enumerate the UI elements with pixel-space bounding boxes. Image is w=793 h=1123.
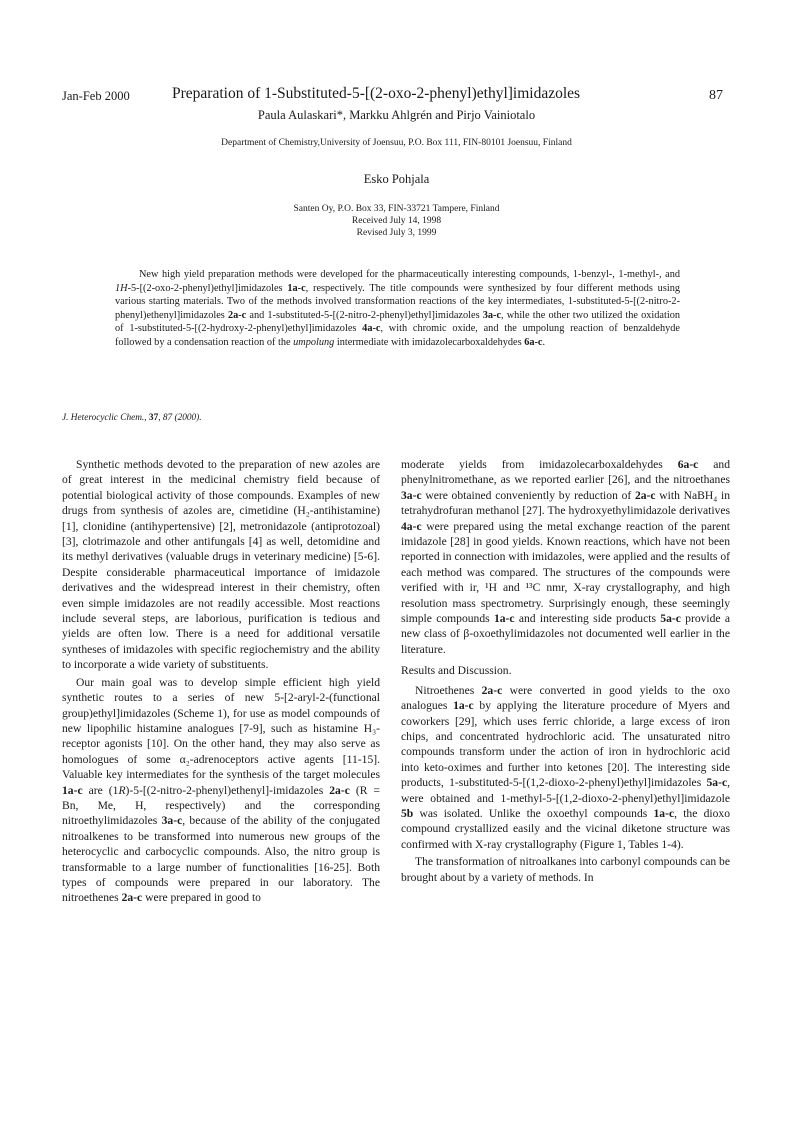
citation-rest: , 87 (2000). bbox=[158, 413, 202, 423]
text-run: moderate yields from imidazolecarboxaldehydes bbox=[401, 458, 678, 471]
compound-label: 2a-c bbox=[481, 683, 503, 697]
paragraph: Synthetic methods devoted to the preparation of new azoles are of great interest in the medicinal chemistry field because of potential biological activity of those compounds. Examples of new drugs from synthesis of azoles are, cimetidine (H₂-antihistamine) [1], clonidine (antihypertensive) [2], metronidazole (antiprotozoal) [3], clotrimazole and other antifungals [4] as well, detomidine and its methyl derivatives (valuable drugs in veterinary medicine) [5-6]. Despite considerable pharmaceutical importance of imidazole derivatives and the widespread interest in their chemistry, often even simple imidazoles are not readily accessible. Most reactions include several steps, are laborious, purification is tedious and yields are often low. There is a need for additional versatile syntheses of imidazoles with specific regiochemistry and the ability to incorporate a wide variety of substituents. bbox=[62, 458, 380, 672]
compound-label: 1a-c bbox=[62, 783, 83, 797]
article-title: Preparation of 1-Substituted-5-[(2-oxo-2-phenyl)ethyl]imidazoles bbox=[172, 85, 581, 102]
text-run: )-5-[(2-nitro-2-phenyl)ethenyl]-imidazoles bbox=[125, 783, 330, 797]
compound-label: 3a-c bbox=[482, 309, 502, 321]
paragraph bbox=[62, 675, 380, 906]
citation-line bbox=[62, 413, 202, 423]
text-run: were obtained conveniently by reduction of bbox=[421, 488, 635, 502]
affiliation-address: Santen Oy, P.O. Box 33, FIN-33721 Tampere, Finland bbox=[293, 204, 500, 214]
abstract-text: . bbox=[542, 336, 546, 348]
section-heading: Results and Discussion. bbox=[401, 664, 512, 678]
compound-label: 2a-c bbox=[329, 783, 350, 797]
compound-label: 2a-c bbox=[227, 309, 247, 321]
author-list: Paula Aulaskari*, Markku Ahlgrén and Pirjo Vainiotalo bbox=[257, 108, 536, 122]
author-second: Esko Pohjala bbox=[363, 172, 430, 186]
abstract-text: , respectively. The title compounds were synthesized by four different methods using various starting materials. Two of the methods involved transformation reactions of the key intermediates, 1-substituted-5-[(2-nitro-2-phenyl)ethenyl]imidazoles bbox=[115, 282, 680, 321]
compound-label: 6a-c bbox=[524, 336, 543, 348]
body-column-right bbox=[401, 457, 730, 885]
compound-label: 3a-c bbox=[401, 488, 422, 502]
journal-issue: Jan-Feb 2000 bbox=[62, 89, 130, 103]
compound-label: 5b bbox=[401, 806, 414, 820]
compound-label: 5a-c bbox=[706, 776, 728, 790]
body-column-left bbox=[62, 457, 380, 906]
abstract bbox=[115, 268, 680, 350]
compound-label: 1a-c bbox=[453, 699, 474, 713]
affiliation-joensuu: Department of Chemistry,University of Joensuu, P.O. Box 111, FIN-80101 Joensuu, Finland bbox=[221, 138, 572, 148]
compound-label: 1a-c bbox=[653, 806, 675, 820]
text-italic: R bbox=[118, 783, 126, 797]
received-date: Received July 14, 1998 bbox=[351, 216, 442, 226]
text-run: , the dioxo compound crystallized easily and the vicinal diketone structure was confirmed with X-ray crystallography (Figure 1, Tables 1-4). bbox=[401, 806, 730, 851]
paragraph: The transformation of nitroalkanes into carbonyl compounds can be brought about by a variety of methods. In bbox=[401, 855, 730, 884]
compound-label: 6a-c bbox=[677, 458, 699, 471]
compound-label: 2a-c bbox=[121, 891, 143, 905]
compound-label: 3a-c bbox=[161, 814, 183, 828]
abstract-text: and 1-substituted-5-[(2-nitro-2-phenyl)ethyl]imidazoles bbox=[246, 309, 483, 321]
abstract-text: , while the other two utilized the oxidation of 1-substituted-5-[(2-hydroxy-2-phenyl)ethyl]imidazoles bbox=[115, 309, 680, 335]
abstract-italic: umpolung bbox=[293, 336, 335, 348]
citation-volume: 37 bbox=[148, 413, 159, 423]
text-run: were prepared in good to bbox=[142, 891, 261, 905]
text-run: were prepared using the metal exchange reaction of the parent imidazole [28] in good yields. Known reactions, which have not been reported in connection with imidazoles, were applied and the results of each method was compared. The structures of the compounds were verified with ir, ¹H and ¹³C nmr, X-ray crystallography, and high resolution mass spectrometry. Surprisingly enough, these seemingly simple compounds bbox=[401, 519, 730, 626]
text-run: and phenylnitromethane, as we reported earlier [26], and the nitroethanes bbox=[401, 458, 731, 487]
affiliation-santen bbox=[0, 203, 793, 239]
text-run: by applying the literature procedure of Myers and coworkers [29], which uses ferric chloride, a large excess of iron chips, and concentrated hydrochloric acid. The unsaturated nitro compounds transform under the action of iron in hydrochloric acid into keto-oximes and further into ketones [20]. The interesting side products, 1-substituted-5-[(1,2-dioxo-2-phenyl)ethyl]imidazoles bbox=[401, 699, 730, 790]
compound-label: 1a-c bbox=[493, 612, 515, 626]
compound-label: 2a-c bbox=[634, 488, 656, 502]
text-run: and interesting side products bbox=[514, 612, 661, 626]
citation-journal: J. Heterocyclic Chem., bbox=[62, 413, 147, 423]
text-run: , because of the ability of the conjugated nitroalkenes to be transformed into numerous new groups of the heterocyclic and carbocyclic compounds. Also, the nitro group is transformable to a large number of functionalities [16-25]. Both types of compounds were prepared in our laboratory. The nitroethenes bbox=[62, 814, 381, 905]
abstract-text: -5-[(2-oxo-2-phenyl)ethyl]imidazoles bbox=[127, 282, 288, 294]
abstract-text: , with chromic oxide, and the umpolung reaction of benzaldehyde followed by a condensation reaction of the bbox=[115, 323, 681, 348]
paragraph bbox=[401, 457, 730, 657]
compound-label: 5a-c bbox=[660, 612, 681, 626]
abstract-text: intermediate with imidazolecarboxaldehydes bbox=[334, 336, 525, 348]
text-run: with NaBH₄ in tetrahydrofuran methanol [27]. The hydroxyethylimidazole derivatives bbox=[401, 488, 730, 518]
text-run: provide a new class of β-oxoethylimidazoles not documented well earlier in the literature. bbox=[401, 612, 731, 656]
compound-label: 1a-c bbox=[287, 282, 306, 294]
text-run: Nitroethenes bbox=[415, 683, 482, 697]
text-run: are (1 bbox=[82, 783, 119, 797]
paragraph bbox=[401, 683, 730, 852]
text-run: , were obtained and 1-methyl-5-[(1,2-dioxo-2-phenyl)ethyl]imidazole bbox=[401, 776, 730, 805]
text-run: Our main goal was to develop simple efficient high yield synthetic routes to a series of new 5-[2-aryl-2-(functional group)ethyl]imidazoles (Scheme 1), for use as model compounds of new lipophilic histamine analogues [7-9], such as histamine H₃-receptor agonists [10]. On the other hand, they may also serve as homologues of some α₂-adrenoceptors active agents [11-15]. Valuable key intermediates for the synthesis of the target molecules bbox=[62, 675, 380, 782]
abstract-italic: 1H bbox=[115, 282, 128, 294]
text-run: was isolated. Unlike the oxoethyl compounds bbox=[413, 806, 654, 820]
text-run: (R = Bn, Me, H, respectively) and the corresponding nitroethylimidazoles bbox=[62, 783, 381, 828]
revised-date: Revised July 3, 1999 bbox=[356, 228, 437, 238]
abstract-text: New high yield preparation methods were developed for the pharmaceutically interesting compounds, 1-benzyl-, 1-methyl-, and bbox=[139, 269, 680, 280]
text-run: were converted in good yields to the oxo analogues bbox=[401, 683, 730, 713]
compound-label: 4a-c bbox=[362, 323, 381, 335]
compound-label: 4a-c bbox=[401, 519, 422, 533]
page-number: 87 bbox=[709, 88, 723, 103]
